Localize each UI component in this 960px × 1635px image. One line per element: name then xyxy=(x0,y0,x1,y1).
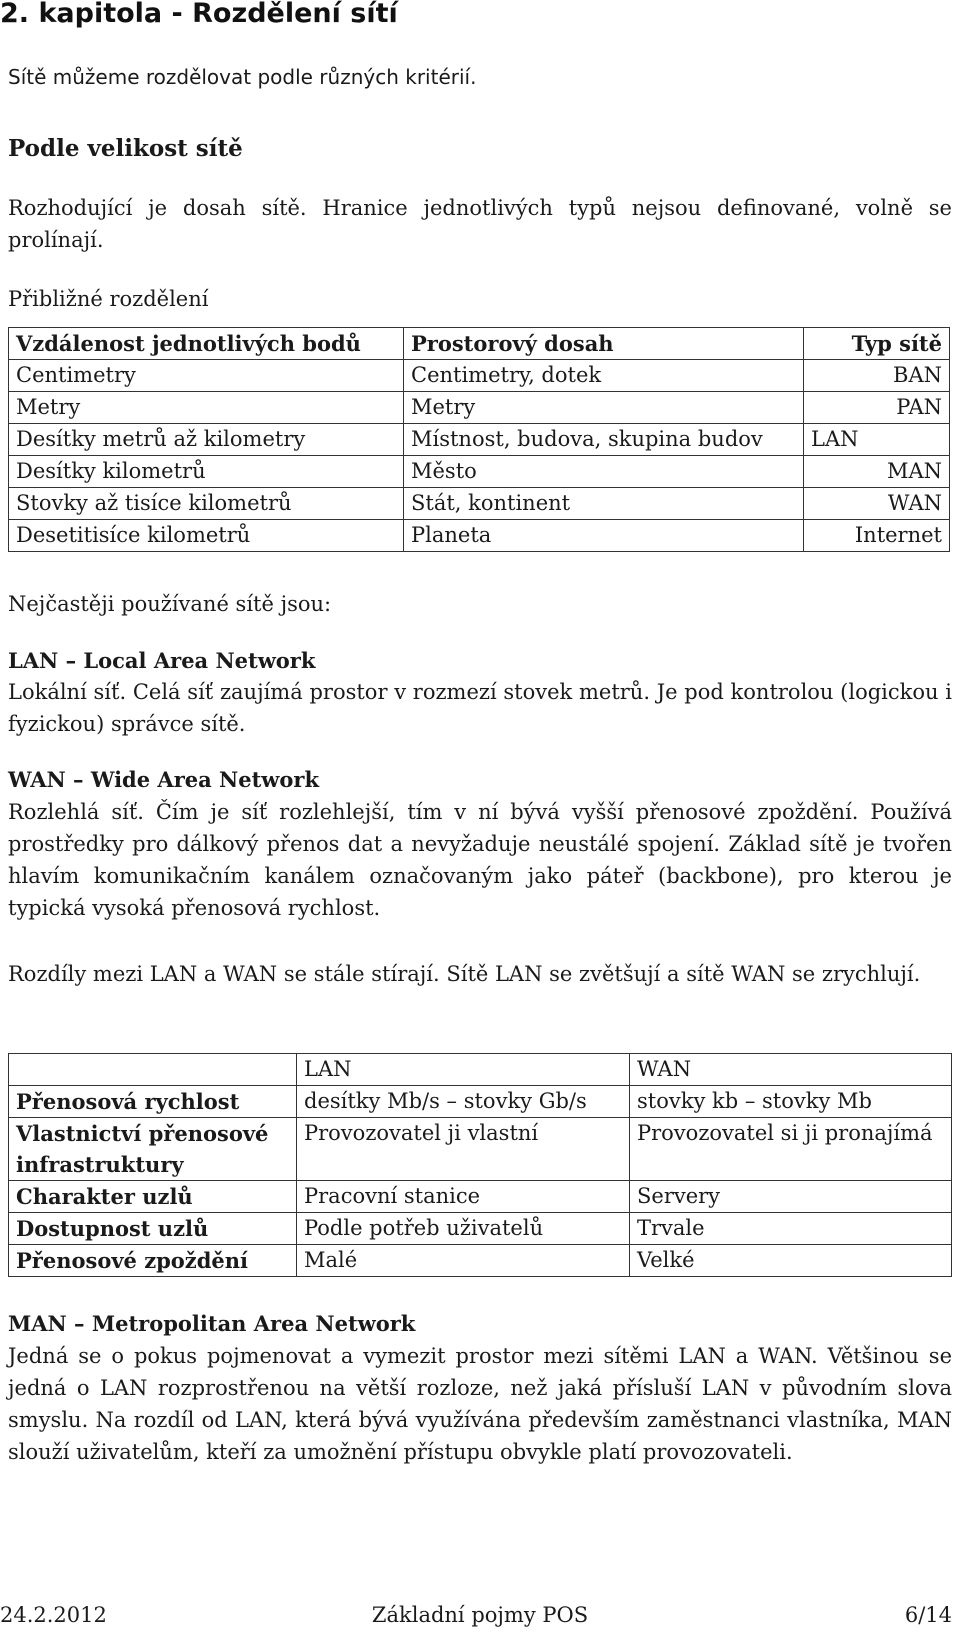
table-cell: Metry xyxy=(404,392,804,424)
table-row xyxy=(9,1086,952,1118)
table-cell: Podle potřeb uživatelů xyxy=(297,1213,630,1245)
table-row xyxy=(9,1213,952,1245)
row-label: Přenosová rychlost xyxy=(9,1086,297,1118)
wan-text: Rozlehlá síť. Čím je síť rozlehlejší, tím v ní bývá vyšší přenosové zpoždění. Používá prostředky pro dálkový přenos dat a nevyžaduje neustálé spojení. Základ sítě je tvořen hlavím komunikačním kanálem označovaným jako páteř (backbone), pro kterou je typická vysoká přenosová rychlost. xyxy=(8,800,952,920)
chapter-title: 2. kapitola - Rozdělení sítí xyxy=(0,0,398,29)
table-cell: Město xyxy=(404,456,804,488)
table-header-row xyxy=(9,1054,952,1086)
size-section-text: Rozhodující je dosah sítě. Hranice jednotlivých typů nejsou definované, volně se prolínají. xyxy=(8,196,952,252)
lan-heading: LAN – Local Area Network xyxy=(8,648,316,673)
table-cell: BAN xyxy=(804,360,950,392)
table-cell: Desítky metrů až kilometry xyxy=(9,424,404,456)
man-text: Jedná se o pokus pojmenovat a vymezit prostor mezi sítěmi LAN a WAN. Většinou se jedná o LAN rozprostřenou na větší rozloze, než jaká přísluší LAN v původním slova smyslu. Na rozdíl od LAN, která bývá využívána především zaměstnanci vlastníka, MAN slouží uživatelům, kteří za umožnění přístupu obvykle platí provozovateli. xyxy=(8,1344,952,1464)
row-label: Dostupnost uzlů xyxy=(9,1213,297,1245)
table-header-row xyxy=(9,328,950,360)
table-cell: Provozovatel ji vlastní xyxy=(297,1118,630,1181)
table-header-cell xyxy=(9,1054,297,1086)
network-size-table xyxy=(8,327,950,552)
table-header-cell: Typ sítě xyxy=(804,328,950,360)
table-cell: Místnost, budova, skupina budov xyxy=(404,424,804,456)
table-row xyxy=(9,1118,952,1181)
table-cell: Centimetry xyxy=(9,360,404,392)
man-heading: MAN – Metropolitan Area Network xyxy=(8,1311,416,1336)
table-cell: stovky kb – stovky Mb xyxy=(630,1086,952,1118)
table-cell: Stát, kontinent xyxy=(404,488,804,520)
intro-text: Sítě můžeme rozdělovat podle různých kritérií. xyxy=(8,65,477,89)
table-cell: Pracovní stanice xyxy=(297,1181,630,1213)
table-cell: Desítky kilometrů xyxy=(9,456,404,488)
table-row xyxy=(9,488,950,520)
row-label: Vlastnictví přenosové infrastruktury xyxy=(9,1118,297,1181)
table-cell: MAN xyxy=(804,456,950,488)
table-row xyxy=(9,520,950,552)
lan-wan-comparison-table xyxy=(8,1053,952,1277)
footer-date: 24.2.2012 xyxy=(0,1603,107,1627)
table-cell: LAN xyxy=(804,424,950,456)
size-section-heading: Podle velikost sítě xyxy=(8,135,243,162)
table-cell: Malé xyxy=(297,1245,630,1277)
table-header-cell: Vzdálenost jednotlivých bodů xyxy=(9,328,404,360)
table-row xyxy=(9,1245,952,1277)
table-cell: PAN xyxy=(804,392,950,424)
table-cell: Internet xyxy=(804,520,950,552)
table-header-cell: WAN xyxy=(630,1054,952,1086)
table-cell: Provozovatel si ji pronajímá xyxy=(630,1118,952,1181)
wan-heading: WAN – Wide Area Network xyxy=(8,767,319,792)
footer-page-number: 6/14 xyxy=(904,1603,952,1627)
table-row xyxy=(9,1181,952,1213)
common-networks-intro: Nejčastěji používané sítě jsou: xyxy=(8,592,332,616)
table-cell: Desetitisíce kilometrů xyxy=(9,520,404,552)
table-caption: Přibližné rozdělení xyxy=(8,287,209,311)
table-row xyxy=(9,360,950,392)
table-cell: Stovky až tisíce kilometrů xyxy=(9,488,404,520)
table-cell: Planeta xyxy=(404,520,804,552)
table-cell: Servery xyxy=(630,1181,952,1213)
table-cell: Centimetry, dotek xyxy=(404,360,804,392)
table-cell: Trvale xyxy=(630,1213,952,1245)
table-row xyxy=(9,456,950,488)
lan-text: Lokální síť. Celá síť zaujímá prostor v rozmezí stovek metrů. Je pod kontrolou (logickou i fyzickou) správce sítě. xyxy=(8,680,952,736)
table-row xyxy=(9,424,950,456)
table-cell: desítky Mb/s – stovky Gb/s xyxy=(297,1086,630,1118)
table-row xyxy=(9,392,950,424)
row-label: Charakter uzlů xyxy=(9,1181,297,1213)
table-header-cell: LAN xyxy=(297,1054,630,1086)
table-header-cell: Prostorový dosah xyxy=(404,328,804,360)
footer-title: Základní pojmy POS xyxy=(371,1603,589,1627)
row-label: Přenosové zpoždění xyxy=(9,1245,297,1277)
difference-text: Rozdíly mezi LAN a WAN se stále stírají. Sítě LAN se zvětšují a sítě WAN se zrychlují. xyxy=(8,962,921,986)
table-cell: Velké xyxy=(630,1245,952,1277)
table-cell: Metry xyxy=(9,392,404,424)
table-cell: WAN xyxy=(804,488,950,520)
